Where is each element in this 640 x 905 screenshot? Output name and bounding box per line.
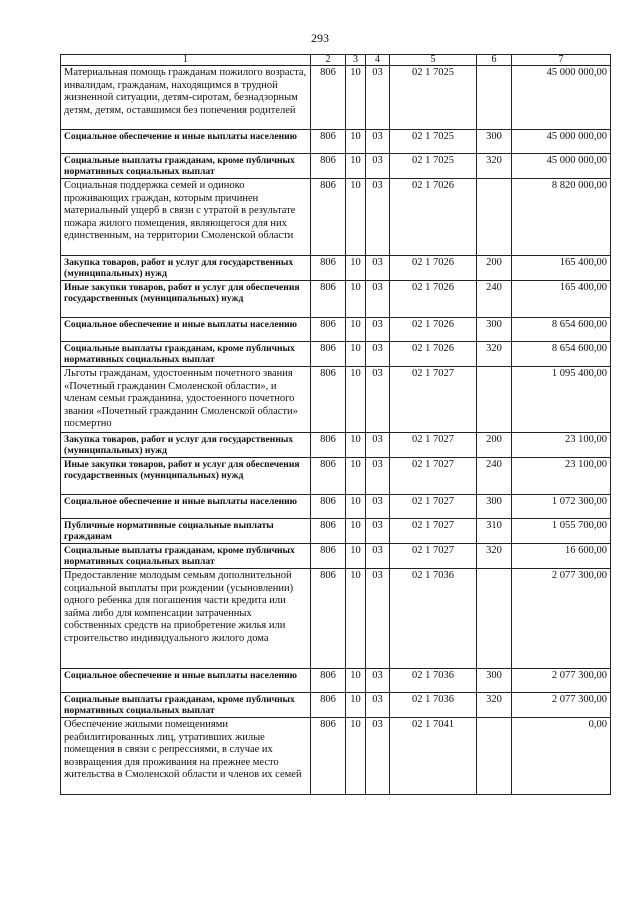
target-article-cell: 02 1 7025 xyxy=(390,154,477,179)
row-name-cell: Социальные выплаты гражданам, кроме публичных нормативных социальных выплат xyxy=(61,154,311,179)
subsection-code-cell: 03 xyxy=(366,318,390,342)
amount-cell: 2 077 300,00 xyxy=(512,692,611,717)
subsection-code-cell: 03 xyxy=(366,518,390,543)
column-header: 1 xyxy=(61,55,311,66)
column-header: 2 xyxy=(311,55,346,66)
row-name-cell: Социальное обеспечение и иные выплаты населению xyxy=(61,318,311,342)
row-name-cell: Материальная помощь гражданам пожилого возраста, инвалидам, гражданам, находящимся в трудной жизненной ситуации, детям-сиротам, безнадзорным детям, детям, оставшимся без попечения родителей xyxy=(61,66,311,130)
table-row xyxy=(61,457,611,494)
section-code-cell: 10 xyxy=(346,281,366,318)
subsection-code-cell: 03 xyxy=(366,568,390,668)
target-article-cell: 02 1 7027 xyxy=(390,457,477,494)
subsection-code-cell: 03 xyxy=(366,668,390,692)
section-code-cell: 10 xyxy=(346,318,366,342)
amount-cell: 45 000 000,00 xyxy=(512,66,611,130)
subsection-code-cell: 03 xyxy=(366,717,390,794)
table-row xyxy=(61,432,611,457)
subsection-code-cell: 03 xyxy=(366,543,390,568)
table-row xyxy=(61,494,611,518)
row-name-cell: Закупка товаров, работ и услуг для государственных (муниципальных) нужд xyxy=(61,256,311,281)
expense-type-cell: 200 xyxy=(477,256,512,281)
ministry-code-cell: 806 xyxy=(311,179,346,256)
expense-type-cell: 240 xyxy=(477,457,512,494)
section-code-cell: 10 xyxy=(346,154,366,179)
ministry-code-cell: 806 xyxy=(311,154,346,179)
amount-cell: 1 095 400,00 xyxy=(512,367,611,433)
row-name-cell: Иные закупки товаров, работ и услуг для обеспечения государственных (муниципальных) нужд xyxy=(61,457,311,494)
amount-cell: 23 100,00 xyxy=(512,457,611,494)
amount-cell: 8 820 000,00 xyxy=(512,179,611,256)
column-number-row xyxy=(61,55,611,66)
column-header: 3 xyxy=(346,55,366,66)
table-row xyxy=(61,568,611,668)
subsection-code-cell: 03 xyxy=(366,692,390,717)
target-article-cell: 02 1 7027 xyxy=(390,494,477,518)
table-row xyxy=(61,668,611,692)
target-article-cell: 02 1 7026 xyxy=(390,256,477,281)
table-row xyxy=(61,66,611,130)
table-row xyxy=(61,179,611,256)
subsection-code-cell: 03 xyxy=(366,342,390,367)
target-article-cell: 02 1 7026 xyxy=(390,342,477,367)
table-row xyxy=(61,367,611,433)
amount-cell: 0,00 xyxy=(512,717,611,794)
row-name-cell: Социальная поддержка семей и одиноко проживающих граждан, которым причинен материальный ущерб в связи с утратой в результате пожара жилого помещения, являющегося для них единственным, на территории Смоленской области xyxy=(61,179,311,256)
expense-type-cell: 300 xyxy=(477,318,512,342)
amount-cell: 45 000 000,00 xyxy=(512,154,611,179)
ministry-code-cell: 806 xyxy=(311,432,346,457)
subsection-code-cell: 03 xyxy=(366,494,390,518)
subsection-code-cell: 03 xyxy=(366,367,390,433)
target-article-cell: 02 1 7036 xyxy=(390,668,477,692)
target-article-cell: 02 1 7026 xyxy=(390,318,477,342)
expense-type-cell xyxy=(477,568,512,668)
table-row xyxy=(61,518,611,543)
table-row xyxy=(61,256,611,281)
ministry-code-cell: 806 xyxy=(311,692,346,717)
target-article-cell: 02 1 7027 xyxy=(390,543,477,568)
section-code-cell: 10 xyxy=(346,342,366,367)
expense-type-cell: 320 xyxy=(477,342,512,367)
section-code-cell: 10 xyxy=(346,457,366,494)
column-header: 6 xyxy=(477,55,512,66)
expense-type-cell xyxy=(477,367,512,433)
expense-type-cell: 300 xyxy=(477,668,512,692)
column-header: 7 xyxy=(512,55,611,66)
expense-type-cell xyxy=(477,717,512,794)
target-article-cell: 02 1 7041 xyxy=(390,717,477,794)
row-name-cell: Предоставление молодым семьям дополнительной социальной выплаты при рождении (усыновлении) одного ребенка для погашения части кредита или займа либо для компенсации затраченных собственных средств на приобретение жилья или строительство индивидуального жилого дома xyxy=(61,568,311,668)
expense-type-cell: 200 xyxy=(477,432,512,457)
row-name-cell: Обеспечение жилыми помещениями реабилитированных лиц, утративших жилые помещения в связи с репрессиями, в случае их возвращения для проживания на прежнее место жительства в Смоленской области и членов их семей xyxy=(61,717,311,794)
table-row xyxy=(61,717,611,794)
table-row xyxy=(61,130,611,154)
target-article-cell: 02 1 7036 xyxy=(390,568,477,668)
amount-cell: 1 072 300,00 xyxy=(512,494,611,518)
subsection-code-cell: 03 xyxy=(366,457,390,494)
ministry-code-cell: 806 xyxy=(311,318,346,342)
target-article-cell: 02 1 7027 xyxy=(390,367,477,433)
row-name-cell: Социальные выплаты гражданам, кроме публичных нормативных социальных выплат xyxy=(61,692,311,717)
ministry-code-cell: 806 xyxy=(311,66,346,130)
subsection-code-cell: 03 xyxy=(366,179,390,256)
ministry-code-cell: 806 xyxy=(311,668,346,692)
section-code-cell: 10 xyxy=(346,692,366,717)
target-article-cell: 02 1 7027 xyxy=(390,432,477,457)
subsection-code-cell: 03 xyxy=(366,66,390,130)
amount-cell: 2 077 300,00 xyxy=(512,568,611,668)
expense-type-cell: 300 xyxy=(477,494,512,518)
target-article-cell: 02 1 7027 xyxy=(390,518,477,543)
table-row xyxy=(61,342,611,367)
ministry-code-cell: 806 xyxy=(311,543,346,568)
table-row xyxy=(61,692,611,717)
row-name-cell: Иные закупки товаров, работ и услуг для обеспечения государственных (муниципальных) нужд xyxy=(61,281,311,318)
row-name-cell: Социальные выплаты гражданам, кроме публичных нормативных социальных выплат xyxy=(61,342,311,367)
section-code-cell: 10 xyxy=(346,543,366,568)
ministry-code-cell: 806 xyxy=(311,130,346,154)
section-code-cell: 10 xyxy=(346,367,366,433)
amount-cell: 16 600,00 xyxy=(512,543,611,568)
column-header: 4 xyxy=(366,55,390,66)
target-article-cell: 02 1 7025 xyxy=(390,66,477,130)
ministry-code-cell: 806 xyxy=(311,717,346,794)
row-name-cell: Социальные выплаты гражданам, кроме публичных нормативных социальных выплат xyxy=(61,543,311,568)
expense-type-cell: 240 xyxy=(477,281,512,318)
ministry-code-cell: 806 xyxy=(311,342,346,367)
table-row xyxy=(61,318,611,342)
target-article-cell: 02 1 7026 xyxy=(390,179,477,256)
target-article-cell: 02 1 7026 xyxy=(390,281,477,318)
section-code-cell: 10 xyxy=(346,179,366,256)
amount-cell: 23 100,00 xyxy=(512,432,611,457)
expense-type-cell: 310 xyxy=(477,518,512,543)
amount-cell: 165 400,00 xyxy=(512,281,611,318)
amount-cell: 8 654 600,00 xyxy=(512,342,611,367)
subsection-code-cell: 03 xyxy=(366,130,390,154)
ministry-code-cell: 806 xyxy=(311,281,346,318)
budget-table xyxy=(60,54,611,795)
subsection-code-cell: 03 xyxy=(366,432,390,457)
section-code-cell: 10 xyxy=(346,717,366,794)
row-name-cell: Льготы гражданам, удостоенным почетного звания «Почетный гражданин Смоленской области», и членам семьи гражданина, удостоенного почетного звания «Почетный гражданин Смоленской области» посмертно xyxy=(61,367,311,433)
ministry-code-cell: 806 xyxy=(311,568,346,668)
section-code-cell: 10 xyxy=(346,66,366,130)
target-article-cell: 02 1 7036 xyxy=(390,692,477,717)
column-header: 5 xyxy=(390,55,477,66)
ministry-code-cell: 806 xyxy=(311,367,346,433)
ministry-code-cell: 806 xyxy=(311,457,346,494)
amount-cell: 1 055 700,00 xyxy=(512,518,611,543)
expense-type-cell: 300 xyxy=(477,130,512,154)
section-code-cell: 10 xyxy=(346,432,366,457)
section-code-cell: 10 xyxy=(346,568,366,668)
table-row xyxy=(61,154,611,179)
table-row xyxy=(61,543,611,568)
section-code-cell: 10 xyxy=(346,494,366,518)
section-code-cell: 10 xyxy=(346,668,366,692)
expense-type-cell: 320 xyxy=(477,154,512,179)
page-number: 293 xyxy=(311,31,329,45)
row-name-cell: Социальное обеспечение и иные выплаты населению xyxy=(61,668,311,692)
target-article-cell: 02 1 7025 xyxy=(390,130,477,154)
subsection-code-cell: 03 xyxy=(366,256,390,281)
amount-cell: 2 077 300,00 xyxy=(512,668,611,692)
row-name-cell: Закупка товаров, работ и услуг для государственных (муниципальных) нужд xyxy=(61,432,311,457)
ministry-code-cell: 806 xyxy=(311,256,346,281)
row-name-cell: Публичные нормативные социальные выплаты гражданам xyxy=(61,518,311,543)
expense-type-cell xyxy=(477,66,512,130)
amount-cell: 165 400,00 xyxy=(512,256,611,281)
row-name-cell: Социальное обеспечение и иные выплаты населению xyxy=(61,130,311,154)
section-code-cell: 10 xyxy=(346,130,366,154)
amount-cell: 8 654 600,00 xyxy=(512,318,611,342)
expense-type-cell: 320 xyxy=(477,543,512,568)
table-row xyxy=(61,281,611,318)
expense-type-cell: 320 xyxy=(477,692,512,717)
section-code-cell: 10 xyxy=(346,256,366,281)
subsection-code-cell: 03 xyxy=(366,154,390,179)
expense-type-cell xyxy=(477,179,512,256)
subsection-code-cell: 03 xyxy=(366,281,390,318)
ministry-code-cell: 806 xyxy=(311,518,346,543)
amount-cell: 45 000 000,00 xyxy=(512,130,611,154)
ministry-code-cell: 806 xyxy=(311,494,346,518)
section-code-cell: 10 xyxy=(346,518,366,543)
row-name-cell: Социальное обеспечение и иные выплаты населению xyxy=(61,494,311,518)
